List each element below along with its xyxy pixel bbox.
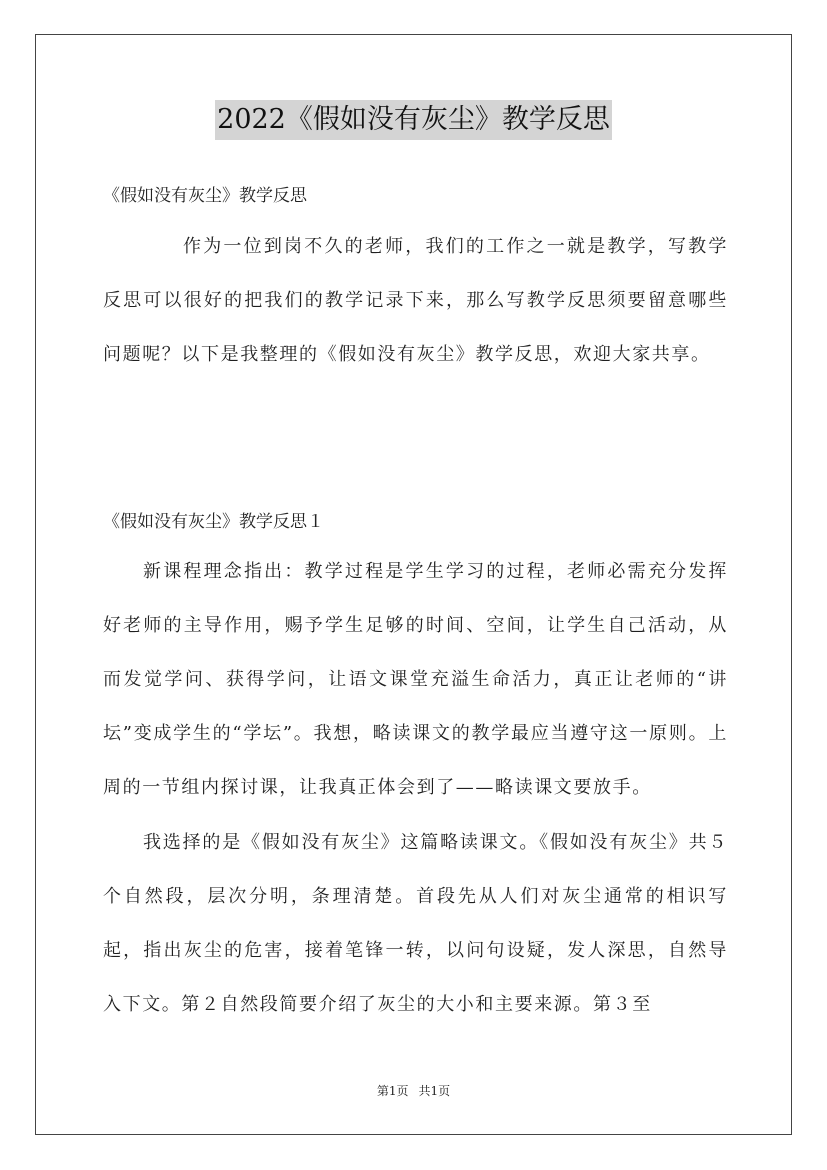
body-paragraph-2: 我选择的是《假如没有灰尘》这篇略读课文。《假如没有灰尘》共５个自然段，层次分明，条理清楚。首段先从人们对灰尘通常的相识写起，指出灰尘的危害，接着笔锋一转，以问句设疑，发人深思，自然导入下文。第２自然段简要介绍了灰尘的大小和主要来源。第３至 — [103, 832, 728, 1015]
section-heading: 《假如没有灰尘》教学反思１ — [103, 512, 324, 532]
page-footer — [0, 1082, 827, 1099]
intro-paragraph: 作为一位到岗不久的老师，我们的工作之一就是教学，写教学反思可以很好的把我们的教学记录下来，那么写教学反思须要留意哪些问题呢？以下是我整理的《假如没有灰尘》教学反思，欢迎大家共享。 — [103, 236, 728, 365]
document-subtitle: 《假如没有灰尘》教学反思 — [103, 186, 307, 206]
document-title: 2022《假如没有灰尘》教学反思 — [215, 100, 612, 140]
title-container — [0, 100, 827, 140]
body-paragraph-1: 新课程理念指出：教学过程是学生学习的过程，老师必需充分发挥好老师的主导作用，赐予学生足够的时间、空间，让学生自己活动，从而发觉学问、获得学问，让语文课堂充溢生命活力，真正让老师的“讲坛”变成学生的“学坛”。我想，略读课文的教学最应当遵守这一原则。上周的一节组内探讨课，让我真正体会到了——略读课文要放手。 — [103, 561, 728, 798]
page-total: 共1页 — [418, 1084, 451, 1098]
page-number: 第1页 — [376, 1084, 409, 1098]
